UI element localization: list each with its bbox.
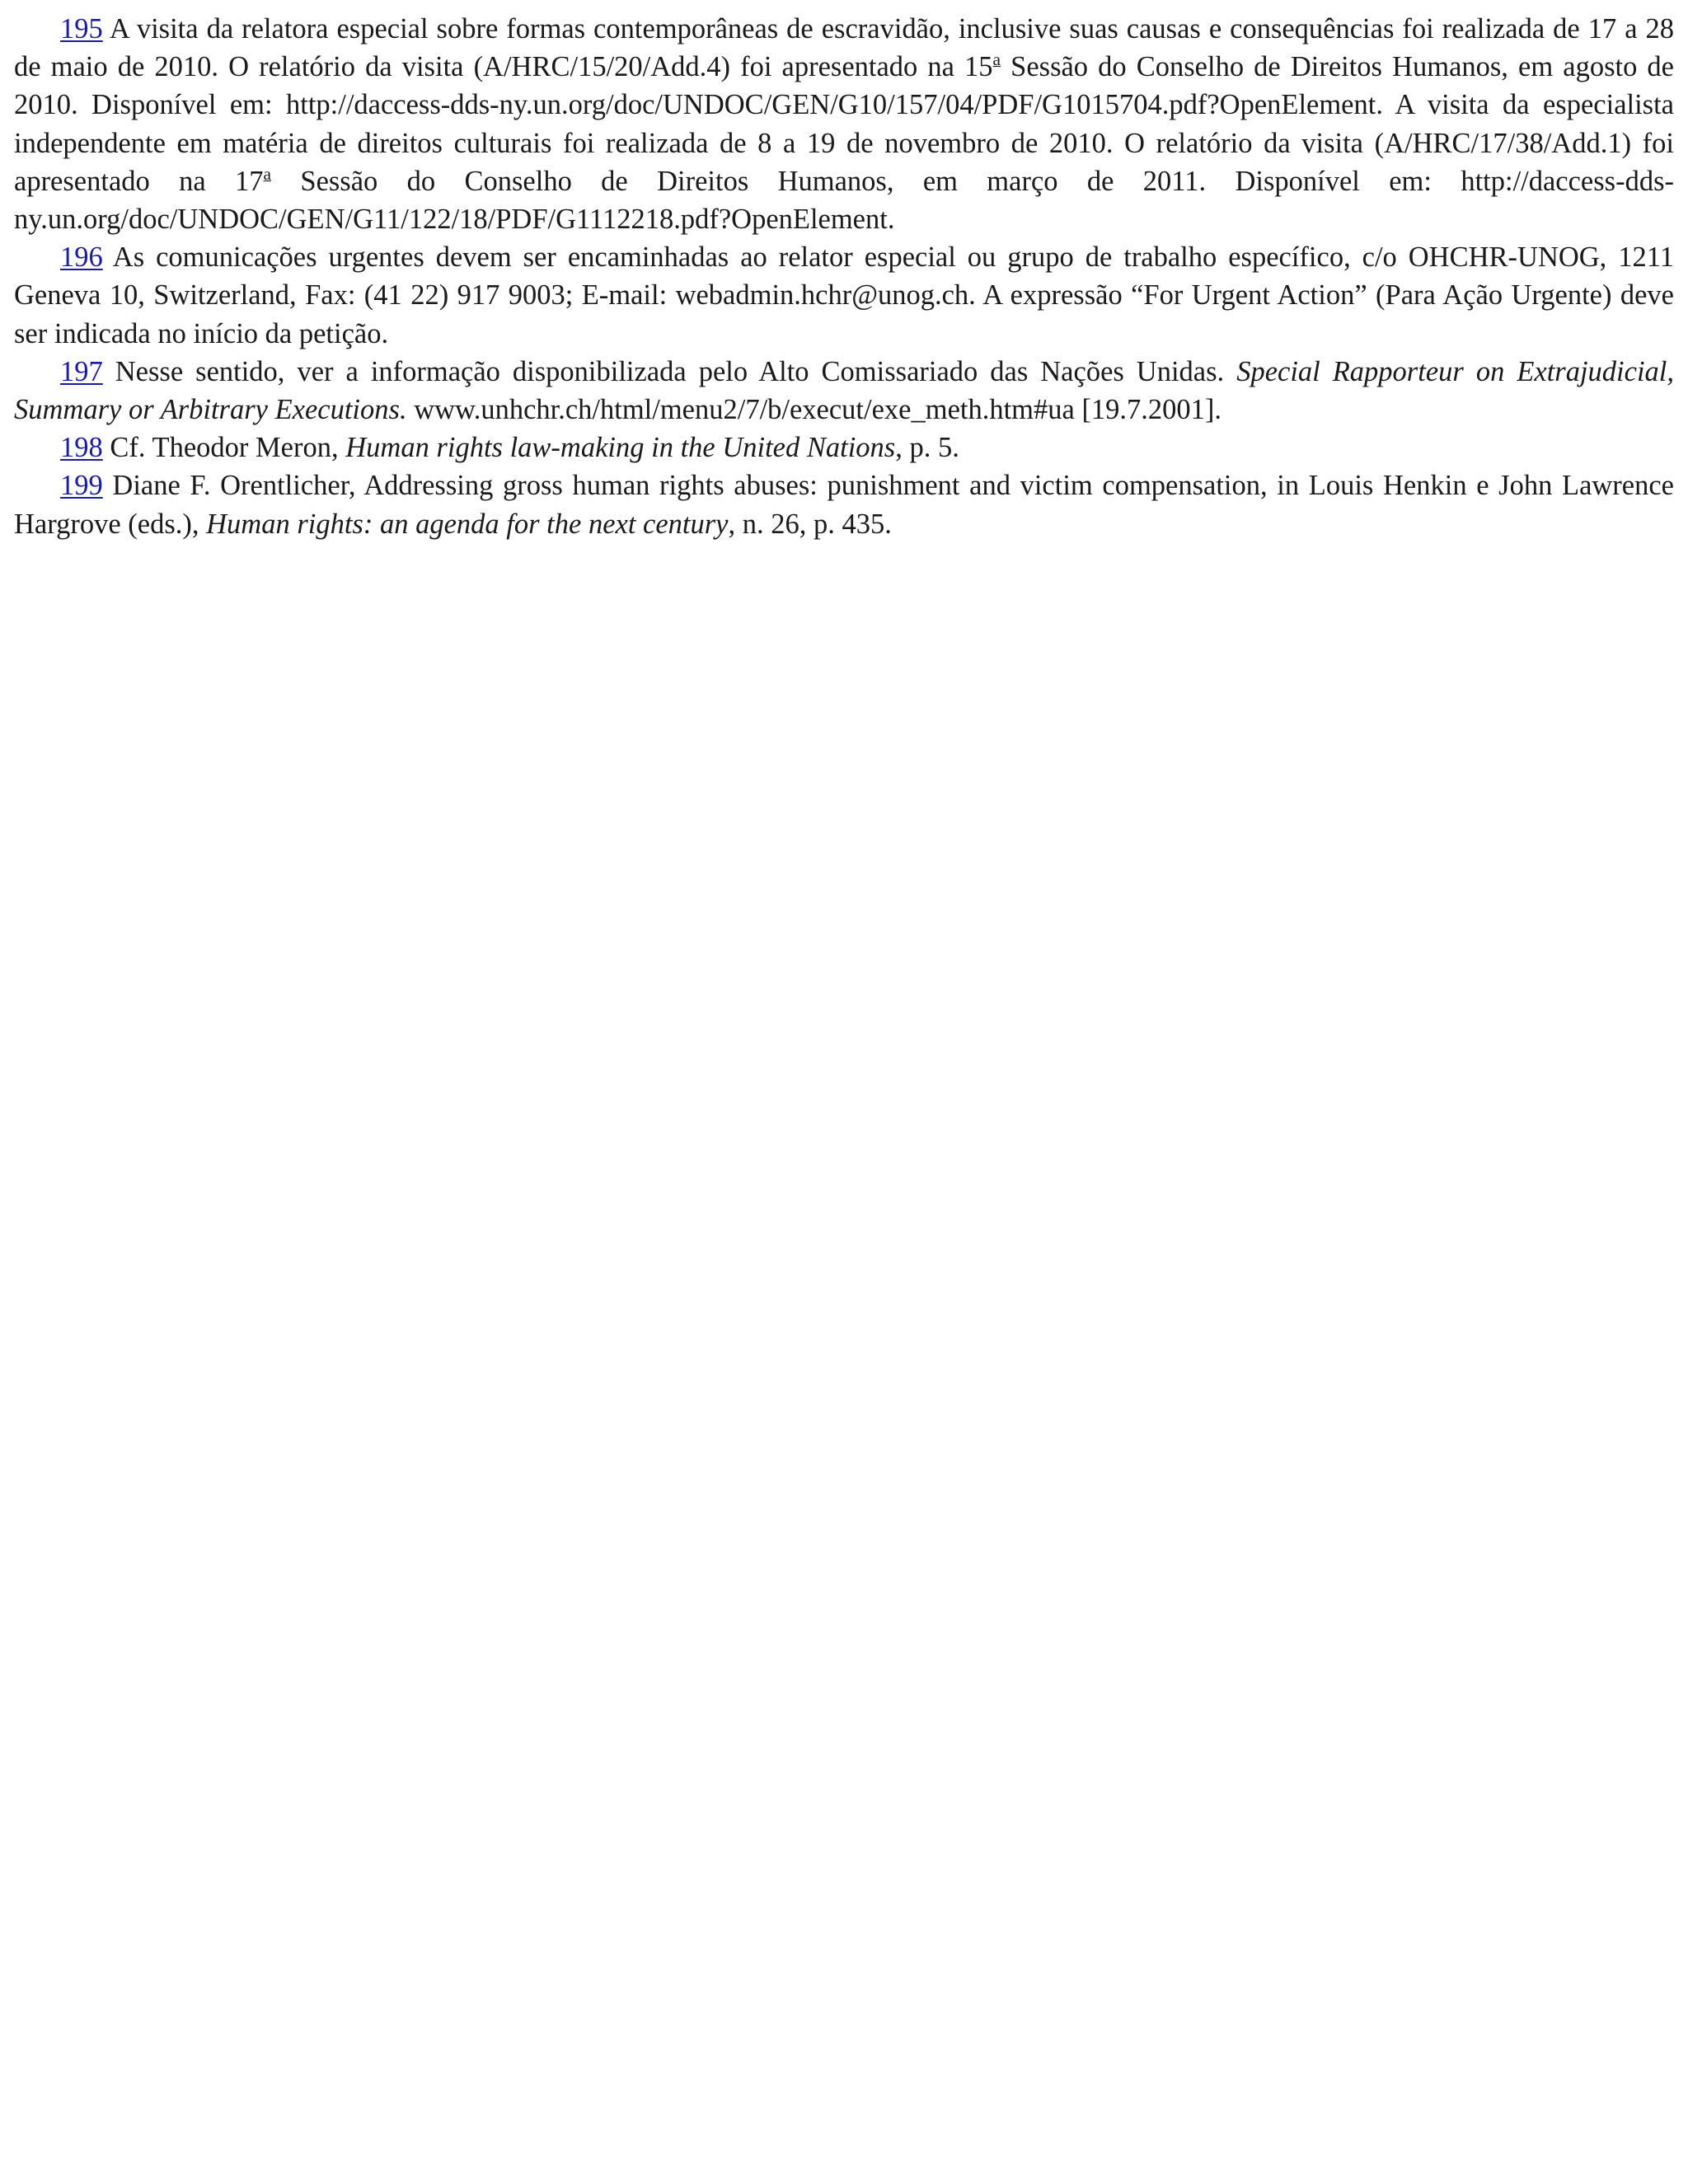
footnote-text: A visita da relatora especial sobre formas contemporâneas de escravidão, inclusive suas causas e consequências foi realizada de 17 a 28 de maio de 2010. O relatório da visita (A/HRC/15/20/Add.4) foi apresentado na 15 <box>14 13 1674 83</box>
footnote-text: Diane F. Orentlicher, Addressing gross human rights abuses: punishment and victim compensation, in Louis Henkin e John Lawrence Hargrove (eds.), <box>14 470 1674 540</box>
footnote-text: Sessão do Conselho de Direitos Humanos, em março de 2011. Disponível em: http://daccess-dds-ny.un.org/doc/UNDOC/GEN/G11/122/18/PDF/G1112218.pdf?OpenElement. <box>14 165 1674 236</box>
footnote-199 <box>14 466 1674 542</box>
footnote-text: , n. 26, p. 435. <box>728 508 892 540</box>
cited-title: Human rights law-making in the United Nations <box>345 432 896 464</box>
footnote-text: Nesse sentido, ver a informação disponibilizada pelo Alto Comissariado das Nações Unidas. <box>102 355 1237 387</box>
footnote-ref-link[interactable]: 195 <box>60 13 103 45</box>
footnote-ref-link[interactable]: 196 <box>60 241 103 274</box>
footnote-text: Sessão do Conselho de Direitos Humanos, em agosto de 2010. Disponível em: http://daccess-dds-ny.un.org/doc/UNDOC/GEN/G10/157/04/PDF/G1015704.pdf?OpenElement. A visita da especialista independente em matéria de direitos culturais foi realizada de 8 a 19 de novembro de 2010. O relatório da visita (A/HRC/17/38/Add.1) foi apresentado na 17 <box>14 51 1674 197</box>
footnote-text: Cf. Theodor Meron, <box>102 432 346 464</box>
footnote-197 <box>14 353 1674 429</box>
footnote-text: www.unhchr.ch/html/menu2/7/b/execut/exe_meth.htm#ua [19.7.2001]. <box>406 394 1222 426</box>
footnote-ref-link[interactable]: 199 <box>60 470 103 502</box>
footnote-text: , p. 5. <box>895 432 959 464</box>
cited-title: Human rights: an agenda for the next century <box>206 508 729 540</box>
cited-title: Special Rapporteur on Extrajudicial, Summary or Arbitrary Executions. <box>14 355 1674 426</box>
footnote-196 <box>14 238 1674 353</box>
footnote-text: As comunicações urgentes devem ser encaminhadas ao relator especial ou grupo de trabalho específico, c/o OHCHR-UNOG, 1211 Geneva 10, Switzerland, Fax: (41 22) 917 9003; E-mail: webadmin.hchr@unog.ch. A expressão “For Urgent Action” (Para Ação Urgente) deve ser indicada no início da petição. <box>14 241 1674 349</box>
ordinal-indicator: a <box>263 163 272 184</box>
footnotes-page <box>14 10 1674 543</box>
footnote-ref-link[interactable]: 198 <box>60 432 103 464</box>
footnote-198 <box>14 429 1674 466</box>
footnote-195 <box>14 10 1674 238</box>
ordinal-indicator: a <box>992 49 1001 69</box>
footnote-ref-link[interactable]: 197 <box>60 355 103 387</box>
